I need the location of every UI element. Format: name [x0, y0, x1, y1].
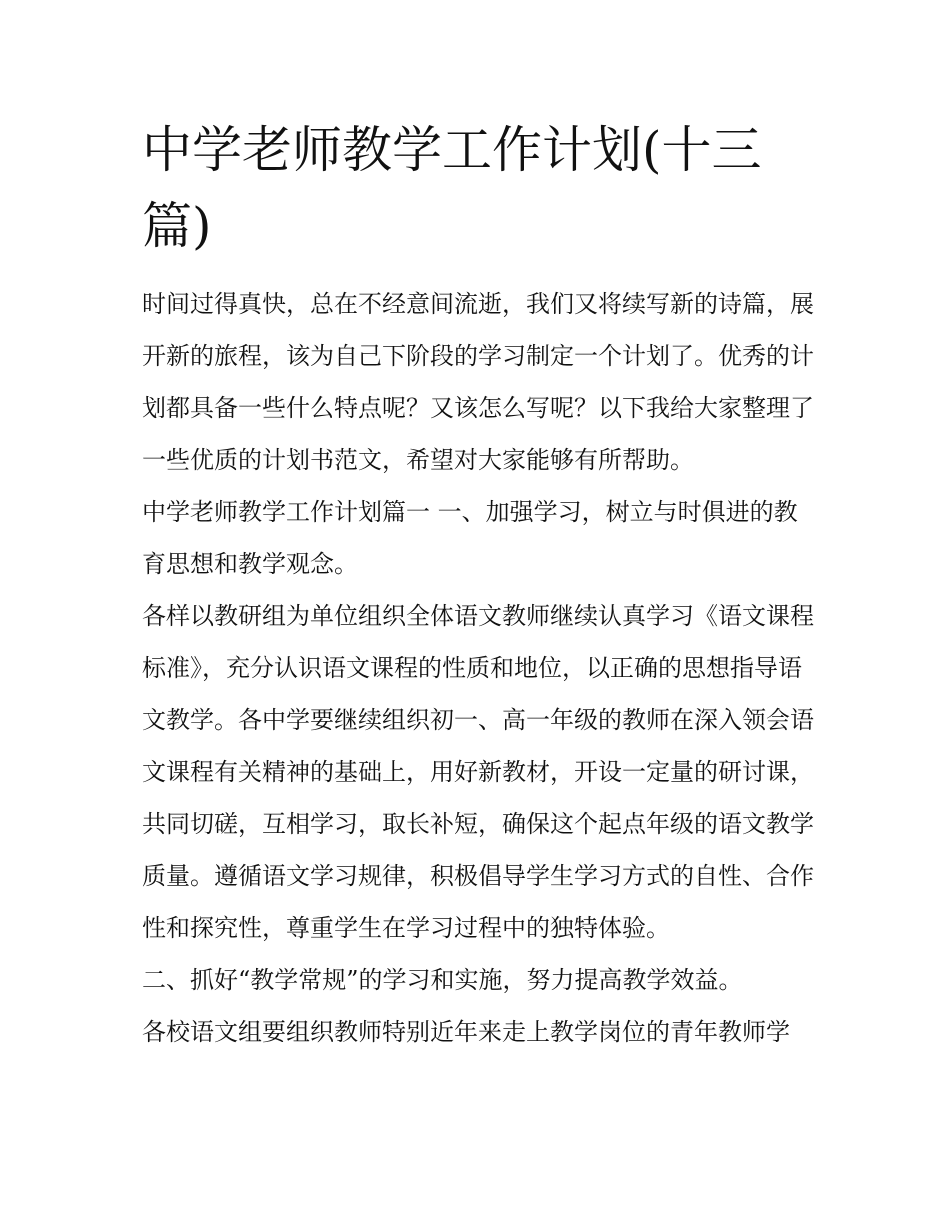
paragraph-section-one-body: 各样以教研组为单位组织全体语文教师继续认真学习《语文课程标准》，充分认识语文课程的性质和地位，以正确的思想指导语文教学。各中学要继续组织初一、高一年级的教师在深入领会语文课程有关精神的基础上，用好新教材，开设一定量的研讨课，共同切磋，互相学习，取长补短，确保这个起点年级的语文教学质量。遵循语文学习规律，积极倡导学生学习方式的自性、合作性和探究性，尊重学生在学习过程中的独特体验。: [142, 602, 814, 942]
document-content: [142, 112, 814, 1058]
paragraph-intro: 时间过得真快，总在不经意间流逝，我们又将续写新的诗篇，展开新的旅程，该为自己下阶段的学习制定一个计划了。优秀的计划都具备一些什么特点呢？又该怎么写呢？以下我给大家整理了一些优质的计划书范文，希望对大家能够有所帮助。: [142, 290, 814, 474]
document-title: 中学老师教学工作计划(十三篇): [142, 121, 762, 255]
document-body: [142, 278, 814, 1058]
paragraph-section-two-heading: 二、抓好“教学常规”的学习和实施，努力提高教学效益。: [142, 966, 743, 994]
paragraph-section-one-heading: 中学老师教学工作计划篇一 一、加强学习，树立与时俱进的教育思想和教学观念。: [142, 498, 798, 578]
paragraph-section-two-body: 各校语文组要组织教师特别近年来走上教学岗位的青年教师学: [142, 1018, 790, 1046]
